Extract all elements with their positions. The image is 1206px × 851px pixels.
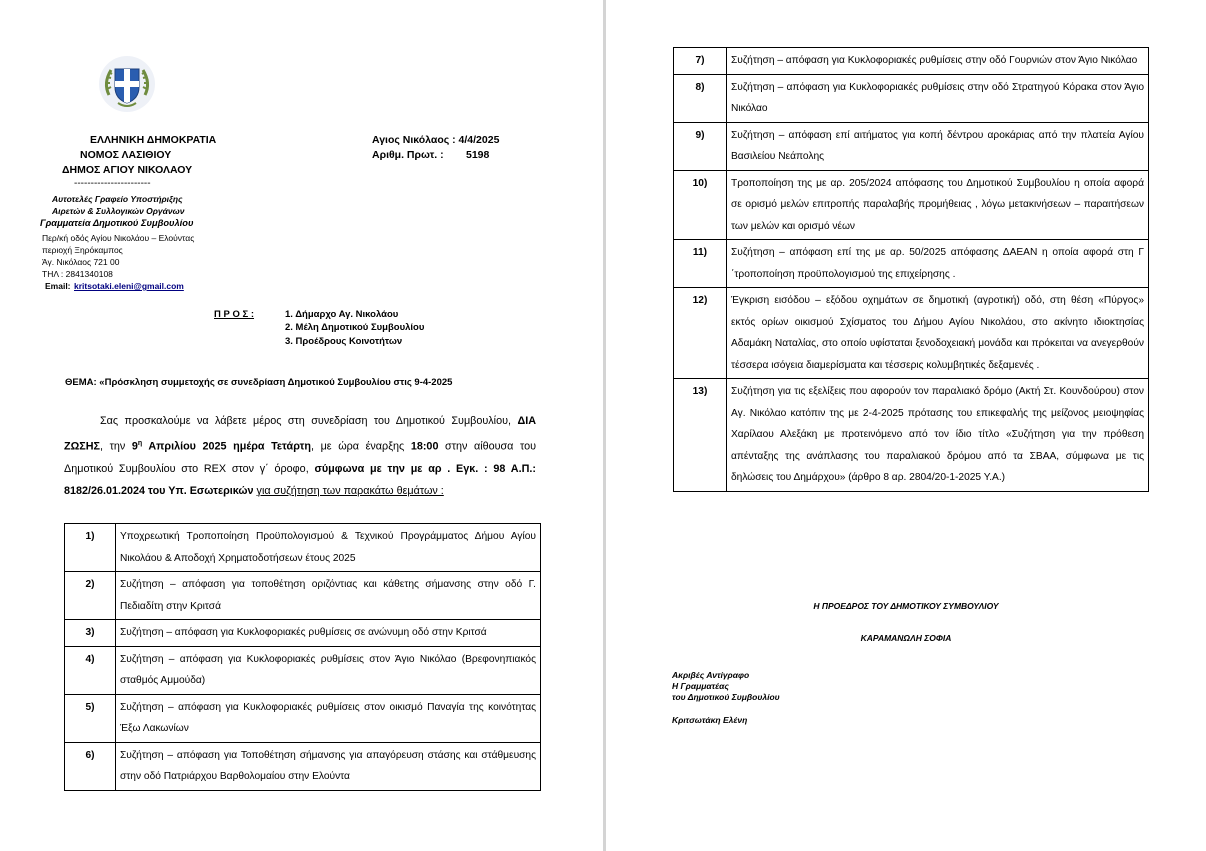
header-separator: -----------------------	[74, 178, 151, 189]
agenda-text: Συζήτηση – απόφαση επί της με αρ. 50/2025 απόφασης ΔΑΕΑΝ η οποία αφορά στη Γ ΄τροποποίηση προϋπολογισμού της επιχείρησης .	[727, 240, 1149, 288]
copy-line3: του Δημοτικού Συμβουλίου	[672, 692, 780, 702]
agenda-number: 11)	[674, 240, 727, 288]
protocol-label: Αριθμ. Πρωτ. :	[372, 149, 444, 161]
agenda-text: Συζήτηση – απόφαση για Κυκλοφοριακές ρυθμίσεις στον οικισμό Παναγία της κοινότητας Έξω Λακωνίων	[116, 694, 541, 742]
table-row	[674, 240, 1149, 288]
agenda-number: 2)	[65, 572, 116, 620]
subject-line: ΘΕΜΑ: «Πρόσκληση συμμετοχής σε συνεδρίαση Δημοτικού Συμβουλίου στις 9-4-2025	[65, 377, 453, 388]
table-row	[65, 742, 541, 790]
body-underlined: για συζήτηση των παρακάτω θεμάτων :	[256, 485, 444, 498]
table-row	[674, 48, 1149, 75]
recipient-item: 3. Προέδρους Κοινοτήτων	[285, 336, 403, 347]
invitation-paragraph	[64, 410, 536, 503]
office-line1: Αυτοτελές Γραφείο Υποστήριξης	[52, 194, 183, 204]
office-address3: Άγ. Νικόλαος 721 00	[42, 257, 120, 267]
office-phone: ΤΗΛ : 2841340108	[42, 269, 113, 279]
body-emphasis: ΔΙΑ ΖΩΣΗΣ	[64, 415, 536, 453]
agenda-number: 3)	[65, 620, 116, 647]
agenda-text: Συζήτηση για τις εξελίξεις που αφορούν τον παραλιακό δρόμο (Ακτή Στ. Κουνδούρου) στον Αγ. Νικόλαο κατόπιν της με 2-4-2025 πρότασης του επικεφαλής της μείζονος μειοψηφίας Χαρίλαου Αλεξάκη με προτεινόμενο από τον ίδιο τίτλο «Συζήτηση για την πρόθεση απένταξης της ανάπλασης του παραλιακού δρόμου από τα ΣΒΑΑ, σύμφωνα με τις δηλώσεις του Δημάρχου» (άρθρο 8 αρ. 2804/20-1-2025 Υ.Α.)	[727, 379, 1149, 492]
signature-name: ΚΑΡΑΜΑΝΩΛΗ ΣΟΦΙΑ	[860, 633, 952, 643]
agenda-number: 4)	[65, 646, 116, 694]
place-date: Αγιος Νικόλαος : 4/4/2025	[372, 134, 500, 146]
office-line3: Γραμματεία Δημοτικού Συμβουλίου	[40, 218, 194, 228]
table-row	[674, 74, 1149, 122]
copy-name: Κριτσωτάκη Ελένη	[672, 715, 748, 725]
agenda-text: Συζήτηση – απόφαση για Κυκλοφοριακές ρυθμίσεις σε ανώνυμη οδό στην Κριτσά	[116, 620, 541, 647]
body-superscript: η	[137, 439, 143, 447]
body-emphasis: 9	[131, 440, 138, 453]
table-row	[65, 524, 541, 572]
table-row	[65, 694, 541, 742]
agenda-number: 13)	[674, 379, 727, 492]
body-text: στην αίθουσα του Δημοτικού Συμβουλίου στο REX στον γ΄ όροφο,	[64, 440, 537, 475]
agenda-number: 12)	[674, 288, 727, 379]
signature-title: Η ΠΡΟΕΔΡΟΣ ΤΟΥ ΔΗΜΟΤΙΚΟΥ ΣΥΜΒΟΥΛΙΟΥ	[813, 601, 999, 611]
agenda-text: Συζήτηση – απόφαση επί αιτήματος για κοπή δέντρου αροκάριας από την πλατεία Αγίου Βασιλείου Νεάπολης	[727, 122, 1149, 170]
agenda-text: Τροποποίηση της με αρ. 205/2024 απόφασης του Δημοτικού Συμβουλίου η οποία αφορά σε ορισμό μελών επιτροπής παραλαβής προμήθειας , λόγω μετακινήσεων – παραιτήσεων των μελών και ορισμό νέων	[727, 170, 1149, 240]
agenda-number: 9)	[674, 122, 727, 170]
agenda-text: Συζήτηση – απόφαση για Τοποθέτηση σήμανσης για απαγόρευση στάσης και στάθμευσης στην οδό Πατριάρχου Βαρθολομαίου στην Ελούντα	[116, 742, 541, 790]
body-text: Σας προσκαλούμε να λάβετε μέρος στη συνεδρίαση του Δημοτικού Συμβουλίου,	[100, 415, 518, 427]
body-text: , με ώρα έναρξης	[311, 440, 411, 453]
table-row	[65, 646, 541, 694]
agenda-number: 7)	[674, 48, 727, 75]
agenda-text: Συζήτηση – απόφαση για Κυκλοφοριακές ρυθμίσεις στην οδό Στρατηγού Κόρακα στον Άγιο Νικόλαο	[727, 74, 1149, 122]
agenda-text: Συζήτηση – απόφαση για τοποθέτηση οριζόντιας και κάθετης σήμανσης στην οδό Γ. Πεδιαδίτη στην Κριτσά	[116, 572, 541, 620]
copy-line1: Ακριβές Αντίγραφο	[672, 670, 750, 680]
agenda-text: Υποχρεωτική Τροποποίηση Προϋπολογισμού & Τεχνικού Προγράμματος Δήμου Αγίου Νικολάου & Αποδοχή Χρηματοδοτήσεων έτους 2025	[116, 524, 541, 572]
body-text: , την	[100, 440, 132, 453]
agenda-text: Συζήτηση – απόφαση για Κυκλοφοριακές ρυθμίσεις στον Άγιο Νικόλαο (Βρεφονηπιακός σταθμός Αμμούδα)	[116, 646, 541, 694]
agenda-number: 10)	[674, 170, 727, 240]
agenda-number: 1)	[65, 524, 116, 572]
table-row	[65, 620, 541, 647]
recipients-label: Π Ρ Ο Σ :	[214, 309, 255, 320]
table-row	[674, 288, 1149, 379]
body-emphasis: 18:00	[410, 440, 439, 453]
municipality-heading: ΔΗΜΟΣ ΑΓΙΟΥ ΝΙΚΟΛΑΟΥ	[62, 164, 193, 176]
office-address2: περιοχή Ξηρόκαμπος	[42, 245, 123, 255]
table-row	[674, 122, 1149, 170]
table-row	[674, 379, 1149, 492]
body-emphasis: Απριλίου 2025 ημέρα Τετάρτη	[142, 440, 311, 453]
table-row	[65, 572, 541, 620]
table-row	[674, 170, 1149, 240]
recipient-item: 1. Δήμαρχο Αγ. Νικολάου	[285, 309, 399, 320]
protocol-number: 5198	[466, 149, 490, 161]
document-page-2	[606, 0, 1206, 851]
agenda-text: Έγκριση εισόδου – εξόδου οχημάτων σε δημοτική (αγροτική) οδό, στη θέση «Πύργος» εκτός ορίων οικισμού Σχίσματος του Δήμου Αγίου Νικολάου, στο ακίνητο ιδιοκτησίας Αδαμάκη Ναταλίας, στο οποίο υφίσταται ξενοδοχειακή μονάδα και πρόκειται να ανεγερθούν τέσσερα ισόγεια διαμερίσματα και τέσσερις κολυμβητικές δεξαμενές .	[727, 288, 1149, 379]
office-email-link[interactable]: kritsotaki.eleni@gmail.com	[74, 281, 184, 291]
agenda-number: 5)	[65, 694, 116, 742]
agenda-table-part1	[64, 523, 541, 791]
greek-emblem-icon	[98, 55, 156, 113]
prefecture-heading: ΝΟΜΟΣ ΛΑΣΙΘΙΟΥ	[80, 149, 172, 161]
office-email-label: Email:	[45, 281, 71, 291]
office-address1: Περ/κή οδός Αγίου Νικολάου – Ελούντας	[42, 233, 195, 243]
agenda-table-part2	[673, 47, 1149, 492]
agenda-text: Συζήτηση – απόφαση για Κυκλοφοριακές ρυθμίσεις στην οδό Γουρνιών στον Άγιο Νικόλαο	[727, 48, 1149, 75]
republic-heading: ΕΛΛΗΝΙΚΗ ΔΗΜΟΚΡΑΤΙΑ	[90, 134, 217, 146]
office-line2: Αιρετών & Συλλογικών Οργάνων	[52, 206, 185, 216]
body-emphasis: σύμφωνα με την με αρ . Εγκ. : 98 Α.Π.: 8182/26.01.2024 του Υπ. Εσωτερικών	[64, 462, 536, 498]
agenda-number: 6)	[65, 742, 116, 790]
agenda-number: 8)	[674, 74, 727, 122]
recipient-item: 2. Μέλη Δημοτικού Συμβουλίου	[285, 322, 425, 333]
copy-line2: Η Γραμματέας	[672, 681, 729, 691]
